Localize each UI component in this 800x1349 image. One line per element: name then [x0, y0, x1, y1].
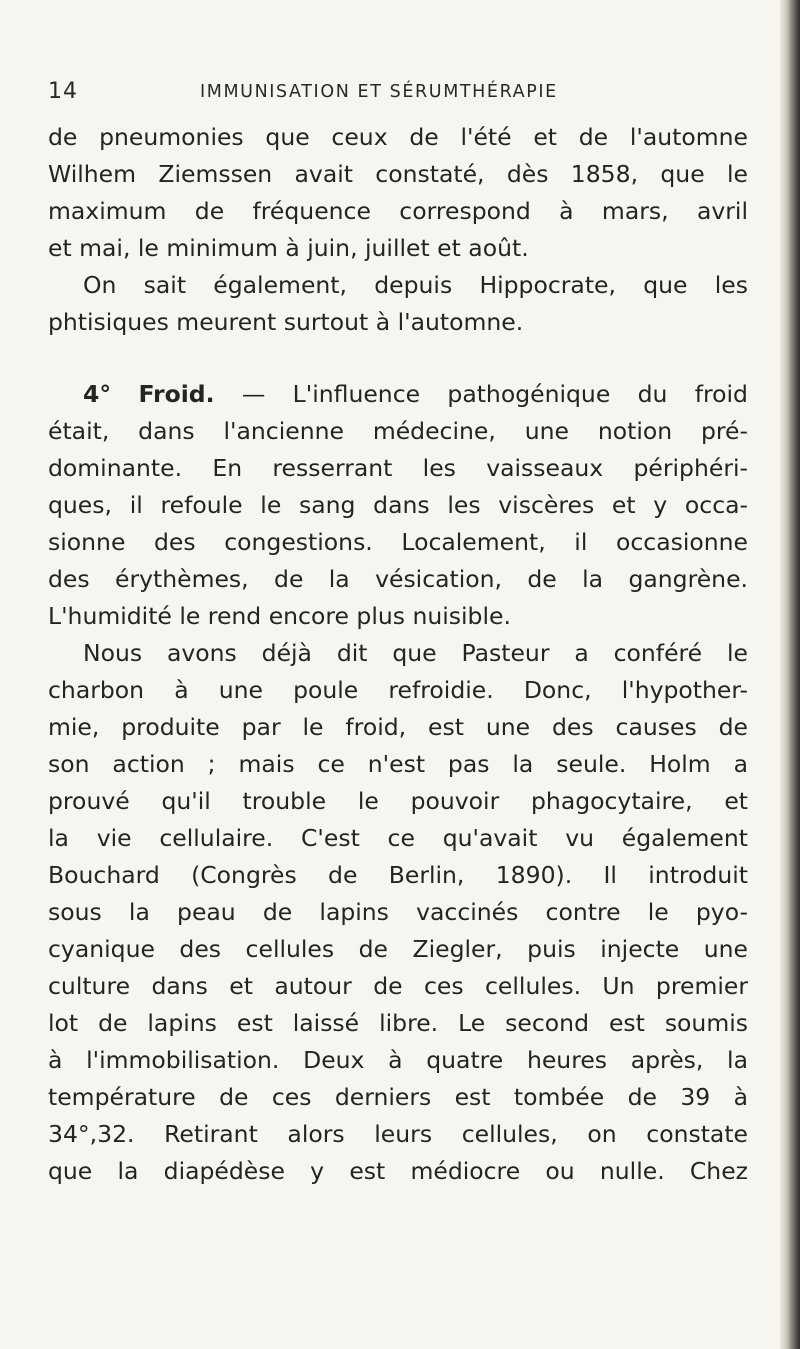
text-line: maximum de fréquence correspond à mars, avril — [48, 197, 748, 225]
running-title: IMMUNISATION ET SÉRUMTHÉRAPIE — [200, 82, 558, 102]
text-line: Bouchard (Congrès de Berlin, 1890). Il introduit — [48, 861, 748, 889]
text-line: que la diapédèse y est médiocre ou nulle. Chez — [48, 1157, 748, 1185]
text-fragment: — L'influence pathogénique du froid — [241, 380, 748, 408]
paragraph-gap — [48, 341, 748, 376]
text-line: 34°,32. Retirant alors leurs cellules, on constate — [48, 1120, 748, 1148]
book-binding-edge — [780, 0, 800, 1349]
text-line: cyanique des cellules de Ziegler, puis injecte une — [48, 935, 748, 963]
text-line: Nous avons déjà dit que Pasteur a conféré le — [83, 639, 748, 667]
text-line: culture dans et autour de ces cellules. Un premier — [48, 972, 748, 1000]
text-line: mie, produite par le froid, est une des causes de — [48, 713, 748, 741]
text-line: était, dans l'ancienne médecine, une notion pré- — [48, 417, 748, 445]
text-line: dominante. En resserrant les vaisseaux périphéri- — [48, 454, 748, 482]
page-header — [48, 79, 748, 109]
text-line: sous la peau de lapins vaccinés contre le pyo- — [48, 898, 748, 926]
text-line: des érythèmes, de la vésication, de la gangrène. — [48, 565, 748, 593]
text-line: phtisiques meurent surtout à l'automne. — [48, 308, 524, 336]
section-number: 4° — [83, 380, 112, 408]
page-number: 14 — [48, 79, 78, 104]
text-line: son action ; mais ce n'est pas la seule. Holm a — [48, 750, 748, 778]
text-line: prouvé qu'il trouble le pouvoir phagocytaire, et — [48, 787, 748, 815]
text-line: de pneumonies que ceux de l'été et de l'automne — [48, 123, 748, 151]
section-title: Froid. — [138, 380, 215, 408]
text-line: et mai, le minimum à juin, juillet et août. — [48, 234, 529, 262]
text-line: sionne des congestions. Localement, il occasionne — [48, 528, 748, 556]
text-line: L'humidité le rend encore plus nuisible. — [48, 602, 511, 630]
text-line: ques, il refoule le sang dans les viscères et y occa- — [48, 491, 748, 519]
body-text — [48, 119, 748, 1190]
section-heading-line — [48, 376, 748, 413]
text-line: la vie cellulaire. C'est ce qu'avait vu également — [48, 824, 748, 852]
text-line: température de ces derniers est tombée de 39 à — [48, 1083, 748, 1111]
text-line: lot de lapins est laissé libre. Le second est soumis — [48, 1009, 748, 1037]
text-line: On sait également, depuis Hippocrate, que les — [83, 271, 748, 299]
text-line: à l'immobilisation. Deux à quatre heures après, la — [48, 1046, 748, 1074]
text-line: Wilhem Ziemssen avait constaté, dès 1858, que le — [48, 160, 748, 188]
text-line: charbon à une poule refroidie. Donc, l'hypother- — [48, 676, 748, 704]
